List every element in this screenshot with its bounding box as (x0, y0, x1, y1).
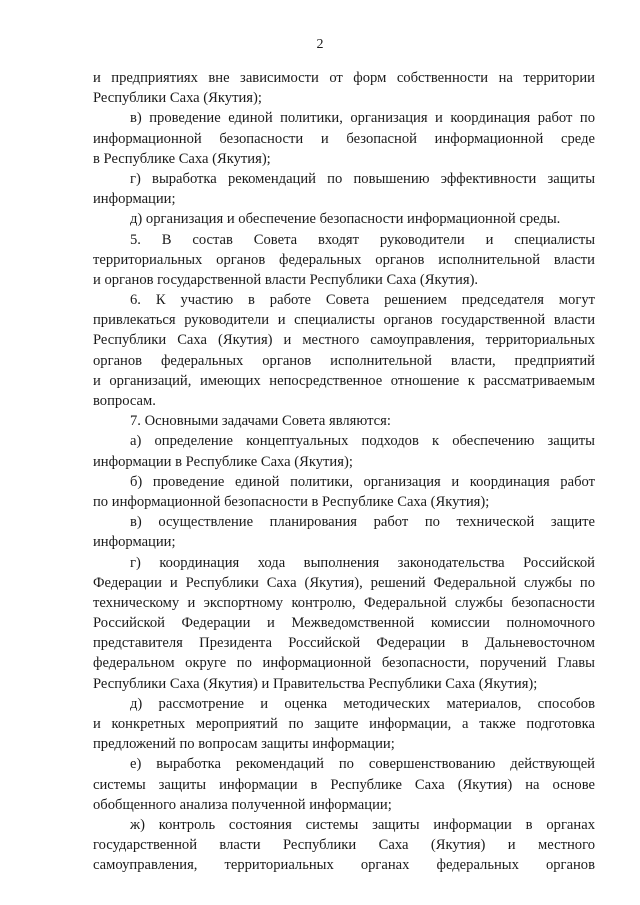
page-number: 2 (316, 37, 324, 52)
text-line: г) выработка рекомендаций по повышению эффективности защиты (130, 170, 595, 187)
text-line: 6. К участию в работе Совета решением председателя могут (130, 292, 595, 309)
text-line: Республики Саха (Якутия) и местного самоуправления, территориальных (93, 332, 595, 349)
text-line: предложений по вопросам защиты информации; (93, 736, 395, 753)
text-line: и предприятиях вне зависимости от форм собственности на территории (93, 70, 595, 86)
text-line: информации; (93, 534, 176, 551)
text-line: техническому и экспортному контролю, Федеральной службы безопасности (93, 594, 595, 611)
text-line: привлекаться руководители и специалисты органов государственной власти (93, 312, 595, 329)
text-line: Федерации и Республики Саха (Якутия), решений Федеральной службы по (93, 574, 595, 591)
text-line: е) выработка рекомендаций по совершенствованию действующей (130, 756, 595, 773)
text-line: д) рассмотрение и оценка методических материалов, способов (130, 695, 595, 712)
text-line: информации; (93, 191, 176, 208)
text-line: системы защиты информации в Республике Саха (Якутия) на основе (93, 776, 595, 793)
text-line: информации в Республике Саха (Якутия); (93, 453, 353, 470)
text-line: б) проведение единой политики, организация и координация работ (130, 473, 595, 490)
text-line: государственной власти Республики Саха (Якутия) и местного (93, 837, 595, 854)
document-body (93, 68, 595, 876)
text-line: органов федеральных органов исполнительной власти, предприятий (93, 352, 595, 369)
text-line: в) осуществление планирования работ по технической защите (130, 514, 595, 531)
text-line: ж) контроль состояния системы защиты информации в органах (130, 816, 595, 833)
text-line: вопросам. (93, 393, 156, 409)
text-line: в) проведение единой политики, организация и координация работ по (130, 110, 595, 127)
text-line: информационной безопасности и безопасной информационной среде (93, 130, 595, 147)
text-line: 7. Основными задачами Совета являются: (130, 413, 391, 430)
text-line: по информационной безопасности в Республике Саха (Якутия); (93, 493, 490, 510)
text-line: и органов государственной власти Республики Саха (Якутия). (93, 271, 479, 288)
text-line: самоуправления, территориальных органах федеральных органов (93, 857, 595, 874)
text-line: 5. В состав Совета входят руководители и специалисты (130, 231, 595, 248)
text-line: а) определение концептуальных подходов к обеспечению защиты (130, 433, 595, 450)
text-line: д) организация и обеспечение безопасности информационной среды. (130, 211, 561, 228)
text-line: г) координация хода выполнения законодательства Российской (130, 554, 595, 571)
text-line: представителя Президента Российской Федерации в Дальневосточном (93, 635, 595, 652)
text-line: обобщенного анализа полученной информации; (93, 796, 392, 813)
text-line: Республики Саха (Якутия); (93, 90, 262, 107)
text-line: и конкретных мероприятий по защите информации, а также подготовка (93, 716, 595, 732)
text-line: и организаций, имеющих непосредственное отношение к рассматриваемым (93, 372, 595, 389)
text-line: Российской Федерации и Межведомственной комиссии полномочного (93, 615, 595, 632)
text-line: в Республике Саха (Якутия); (93, 150, 271, 167)
text-line: Республики Саха (Якутия) и Правительства Республики Саха (Якутия); (93, 675, 538, 692)
text-line: территориальных органов федеральных органов исполнительной власти (93, 251, 595, 268)
text-line: федеральном округе по информационной безопасности, поручений Главы (93, 655, 595, 672)
